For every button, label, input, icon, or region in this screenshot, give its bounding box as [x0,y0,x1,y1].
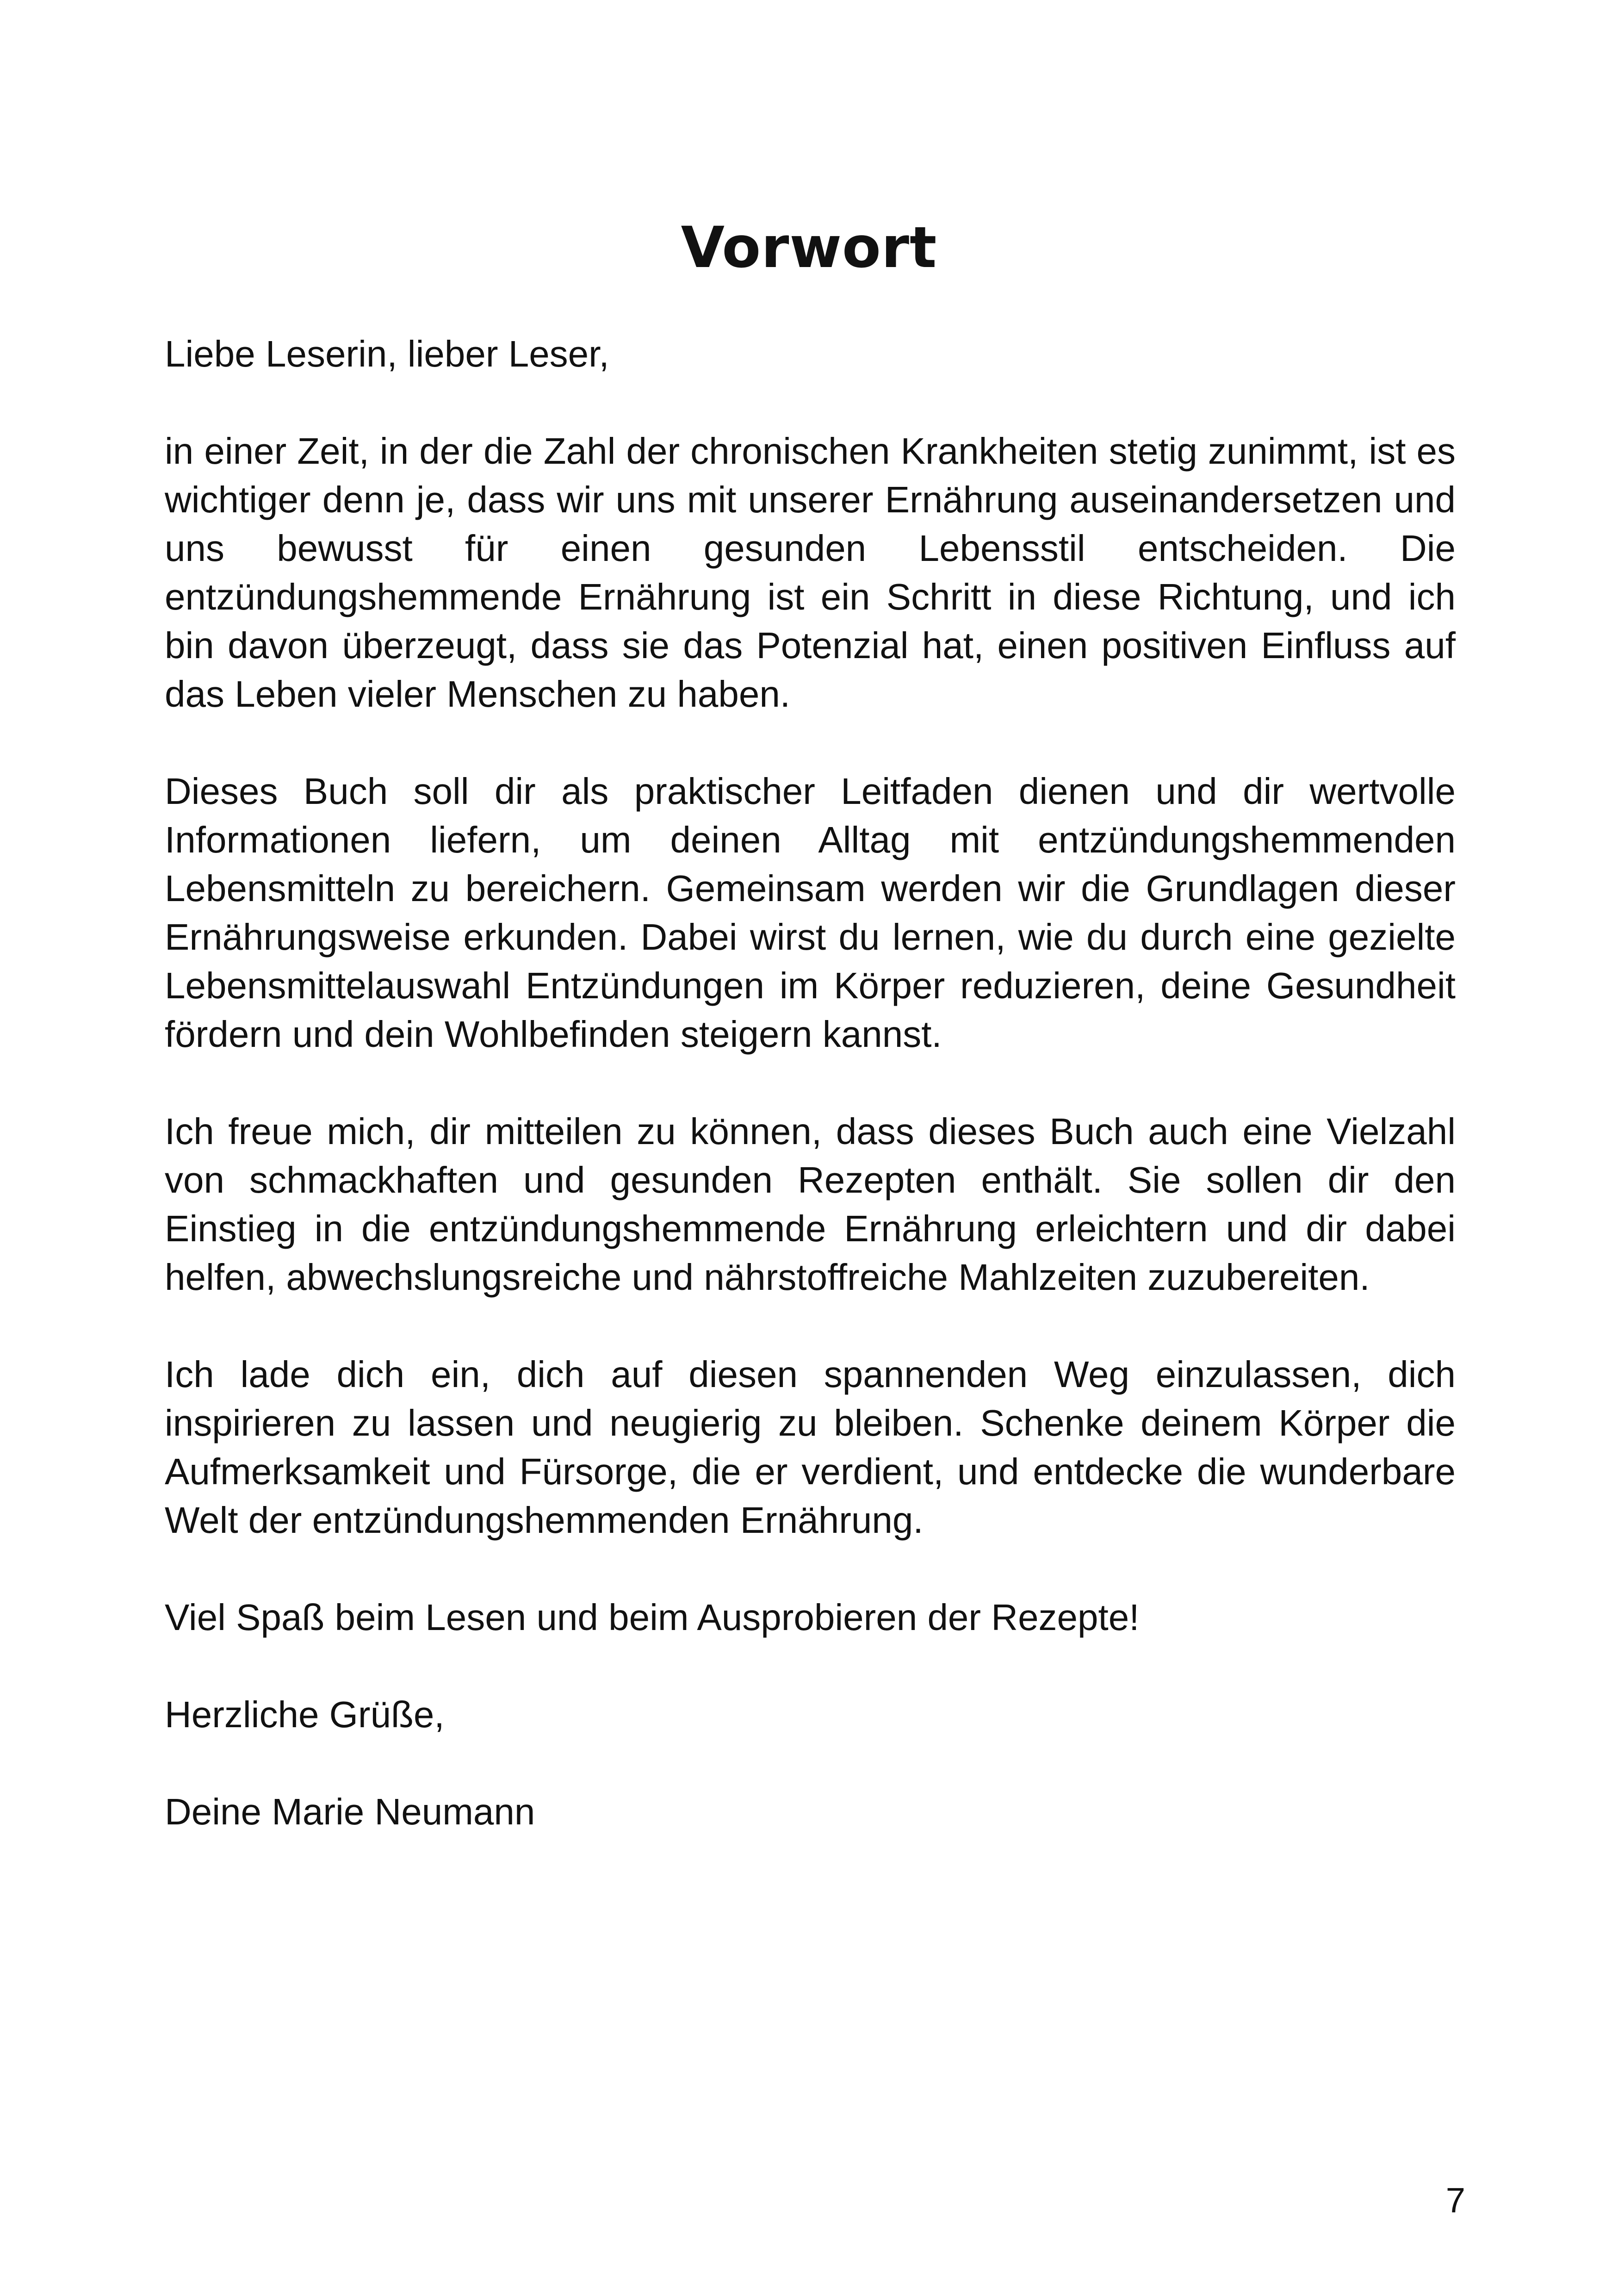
salutation: Liebe Leserin, lieber Leser, [165,333,609,374]
closing-line: Viel Spaß beim Lesen und beim Ausprobieren der Rezepte! [165,1597,1140,1638]
paragraph-1: in einer Zeit, in der die Zahl der chronischen Krankheiten stetig zunimmt, ist es wichtiger denn je, dass wir uns mit unserer Ernährung auseinandersetzen und uns bewusst für einen gesunden Lebensstil entscheiden. Die entzündungshemmende Ernährung ist ein Schritt in diese Richtung, und ich bin davon überzeugt, dass sie das Potenzial hat, einen positiven Einfluss auf das Leben vieler Menschen zu haben. [165,430,1456,715]
page-title: Vorwort [681,215,937,280]
paragraph-4: Ich lade dich ein, dich auf diesen spannenden Weg einzulassen, dich inspirieren zu lassen und neugierig zu bleiben. Schenke deinem Körper die Aufmerksamkeit und Fürsorge, die er verdient, und entdecke die wunderbare Welt der entzündungshemmenden Ernährung. [165,1354,1456,1541]
signature: Deine Marie Neumann [165,1791,535,1832]
paragraph-3: Ich freue mich, dir mitteilen zu können, dass dieses Buch auch eine Vielzahl von schmackhaften und gesunden Rezepten enthält. Sie sollen dir den Einstieg in die entzündungshemmende Ernährung erleichtern und dir dabei helfen, abwechslungsreiche und nährstoffreiche Mahlzeiten zuzubereiten. [165,1111,1456,1298]
body-text [165,330,1456,1885]
page-number: 7 [1445,2181,1465,2220]
paragraph-2: Dieses Buch soll dir als praktischer Leitfaden dienen und dir wertvolle Informationen liefern, um deinen Alltag mit entzündungshemmenden Lebensmitteln zu bereichern. Gemeinsam werden wir die Grundlagen dieser Ernährungsweise erkunden. Dabei wirst du lernen, wie du durch eine gezielte Lebensmittelauswahl Entzündungen im Körper reduzieren, deine Gesundheit fördern und dein Wohlbefinden steigern kannst. [165,771,1456,1055]
greeting: Herzliche Grüße, [165,1694,445,1735]
